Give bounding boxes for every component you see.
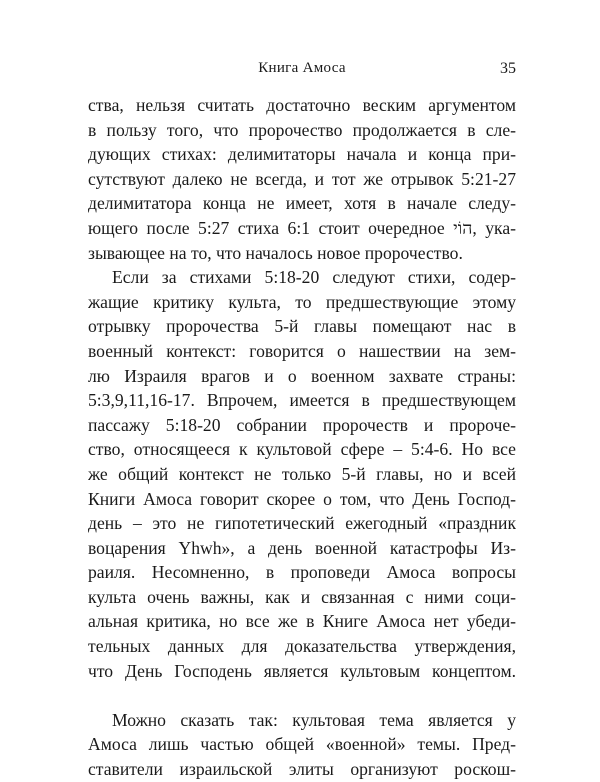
- page-number: 35: [500, 60, 516, 77]
- text-line: пассажу 5:18-20 собрании пророчеств и пророче-: [88, 414, 516, 435]
- text-line: ставители израильской элиты организуют роскош-: [88, 759, 516, 780]
- text-line: ство, относящееся к культовой сфере – 5:4-6. Но все: [88, 439, 516, 460]
- text-line: же общий контекст не только 5-й главы, но и всей: [88, 463, 516, 484]
- text-line: Можно сказать так: культовая тема является у: [112, 709, 516, 730]
- text-line: в пользу того, что пророчество продолжается в сле-: [88, 119, 516, 140]
- text-line: тельных данных для доказательства утверждения,: [88, 636, 516, 657]
- text-line: культа очень важны, как и связанная с ними соци-: [88, 586, 516, 607]
- text-line: зывающее на то, что началось новое пророчество.: [88, 242, 463, 263]
- text-line: раиля. Несомненно, в проповеди Амоса вопросы: [88, 562, 516, 583]
- text-line: делимитатора конца не имеет, хотя в начале следу-: [88, 193, 516, 214]
- text-line: Амоса лишь частью общей «военной» темы. Пред-: [88, 734, 516, 755]
- text-line: сутствуют далеко не всегда, и тот же отрывок 5:21-27: [88, 168, 516, 189]
- text-line: день – это не гипотетический ежегодный «праздник: [88, 513, 516, 534]
- text-line: Если за стихами 5:18-20 следуют стихи, содер-: [112, 267, 516, 288]
- text-line: альная критика, но все же в Книге Амоса нет убеди-: [88, 611, 516, 632]
- paragraph-3: [88, 708, 516, 782]
- text-line: отрывку пророчества 5-й главы помещают нас в: [88, 316, 516, 337]
- running-head: [88, 60, 516, 82]
- running-head-title: Книга Амоса: [258, 60, 346, 76]
- text-line: военный контекст: говорится о нашествии на зем-: [88, 340, 516, 361]
- paragraph-2: [88, 265, 516, 708]
- text-line: дующих стихах: делимитаторы начала и конца при-: [88, 144, 516, 165]
- text-line: [88, 683, 516, 708]
- text-line: ства, нельзя считать достаточно веским аргументом: [88, 95, 516, 115]
- text-line: 5:3,9,11,16-17. Впрочем, имеется в предшествующем: [88, 390, 516, 411]
- text-line: что День Господень является культовым концептом.: [88, 660, 516, 681]
- text-line: Книги Амоса говорит скорее о том, что День Господ-: [88, 488, 516, 509]
- text-line: жащие критику культа, то предшествующие этому: [88, 291, 516, 312]
- text-line: воцарения Yhwh», а день военной катастрофы Из-: [88, 537, 516, 558]
- text-line: ющего после 5:27 стиха 6:1 стоит очередное הוֹי, ука-: [88, 217, 516, 238]
- text-line: лю Израиля врагов и о военном захвате страны:: [88, 365, 516, 386]
- paragraph-1: [88, 93, 516, 265]
- body-text: [88, 93, 516, 782]
